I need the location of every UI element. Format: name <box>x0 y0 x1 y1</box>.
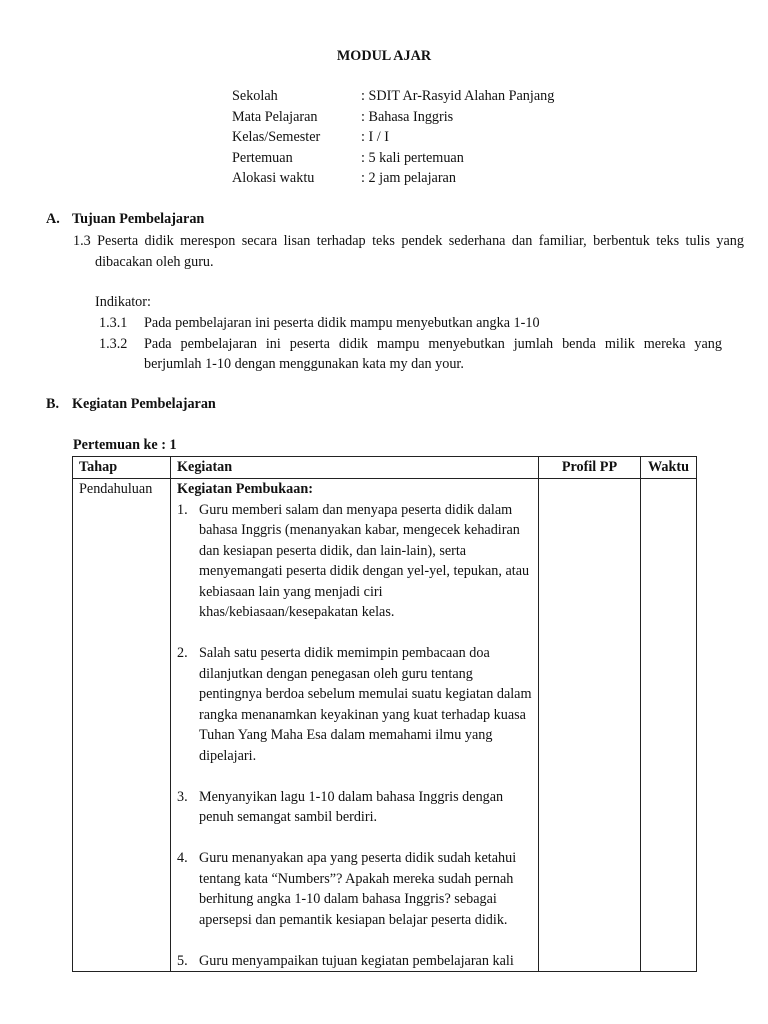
document-title: MODUL AJAR <box>336 48 432 64</box>
activity-subheading: Kegiatan Pembukaan: <box>177 481 313 497</box>
indicator-item <box>99 313 722 334</box>
info-row-kelas-semester <box>232 127 554 148</box>
indicator-item <box>99 334 722 375</box>
list-item-text: Guru menyampaikan tujuan kegiatan pembelajaran kali <box>199 952 514 969</box>
cell-kegiatan <box>171 479 539 972</box>
list-item-text: Menyanyikan lagu 1-10 dalam bahasa Inggris dengan penuh semangat sambil berdiri. <box>199 788 504 825</box>
cell-profil-pp <box>539 479 641 972</box>
info-row-pertemuan <box>232 148 554 169</box>
indicator-text: Pada pembelajaran ini peserta didik mampu menyebutkan angka 1-10 <box>144 315 540 331</box>
table-row <box>73 479 697 972</box>
info-block <box>232 86 554 189</box>
info-label: Sekolah <box>232 88 278 104</box>
header-profil-pp: Profil PP <box>539 457 641 479</box>
info-value: : 2 jam pelajaran <box>361 170 456 186</box>
list-item <box>177 643 532 766</box>
table-header-row <box>73 457 697 479</box>
info-value: : 5 kali pertemuan <box>361 149 464 166</box>
list-item-text: Guru memberi salam dan menyapa peserta didik dalam bahasa Inggris (menanyakan kabar, mengecek kehadiran dan kesiapan peserta didik, dan lain-lain), serta menyemangati peserta didik dengan yel-yel, tepukan, atau kebiasaan lain yang menjadi ciri khas/kebiasaan/kesepakatan kelas. <box>199 501 530 620</box>
info-row-alokasi-waktu <box>232 168 554 189</box>
info-value: : SDIT Ar-Rasyid Alahan Panjang <box>361 88 555 104</box>
cell-tahap: Pendahuluan <box>73 479 171 972</box>
section-a-heading <box>46 209 204 230</box>
list-item <box>177 951 532 972</box>
header-waktu: Waktu <box>641 457 697 479</box>
list-item-number: 3. <box>177 788 188 805</box>
indicator-list <box>99 313 722 375</box>
info-row-sekolah <box>232 86 554 107</box>
info-value: : Bahasa Inggris <box>361 108 454 125</box>
info-label: Pertemuan <box>232 149 293 166</box>
list-item-number: 4. <box>177 850 188 866</box>
meeting-label: Pertemuan ke : 1 <box>73 437 177 453</box>
section-b-heading <box>46 394 216 415</box>
info-value: : I / I <box>361 129 389 145</box>
indicator-number: 1.3.1 <box>99 315 128 331</box>
list-item <box>177 500 532 623</box>
info-label: Alokasi waktu <box>232 170 315 186</box>
section-letter: A. <box>46 211 60 227</box>
list-item-number: 2. <box>177 645 188 661</box>
learning-objective: 1.3 Peserta didik merespon secara lisan terhadap teks pendek sederhana dan familiar, berbentuk teks tulis yang dibacakan oleh guru. <box>73 233 744 270</box>
indicator-label: Indikator: <box>95 294 151 310</box>
list-item-text: Salah satu peserta didik memimpin pembacaan doa dilanjutkan dengan penegasan oleh guru tentang pentingnya berdoa sebelum memulai suatu kegiatan dalam rangka menanamkan keyakinan yang kuat terhadap kuasa Tuhan Yang Maha Esa dalam memahami ilmu yang dipelajari. <box>199 645 532 764</box>
list-item <box>177 787 532 828</box>
info-label: Mata Pelajaran <box>232 108 318 125</box>
section-title: Kegiatan Pembelajaran <box>72 396 216 412</box>
indicator-number: 1.3.2 <box>99 335 128 352</box>
list-item-number: 1. <box>177 501 188 518</box>
info-row-mata-pelajaran <box>232 107 554 128</box>
list-item-number: 5. <box>177 952 188 969</box>
activity-table <box>72 456 697 972</box>
indicator-text: Pada pembelajaran ini peserta didik mampu menyebutkan jumlah benda milik mereka yang berjumlah 1-10 dengan menggunakan kata my dan your. <box>144 335 722 372</box>
info-label: Kelas/Semester <box>232 129 321 145</box>
activity-list <box>177 500 532 972</box>
cell-waktu <box>641 479 697 972</box>
header-tahap: Tahap <box>73 457 171 479</box>
section-title: Tujuan Pembelajaran <box>72 211 205 227</box>
header-kegiatan: Kegiatan <box>171 457 539 479</box>
section-letter: B. <box>46 396 60 412</box>
list-item <box>177 848 532 930</box>
list-item-text: Guru menanyakan apa yang peserta didik sudah ketahui tentang kata “Numbers”? Apakah mereka sudah pernah berhitung angka 1-10 dalam bahasa Inggris? sebagai apersepsi dan pemantik kesiapan belajar peserta didik. <box>199 850 517 928</box>
